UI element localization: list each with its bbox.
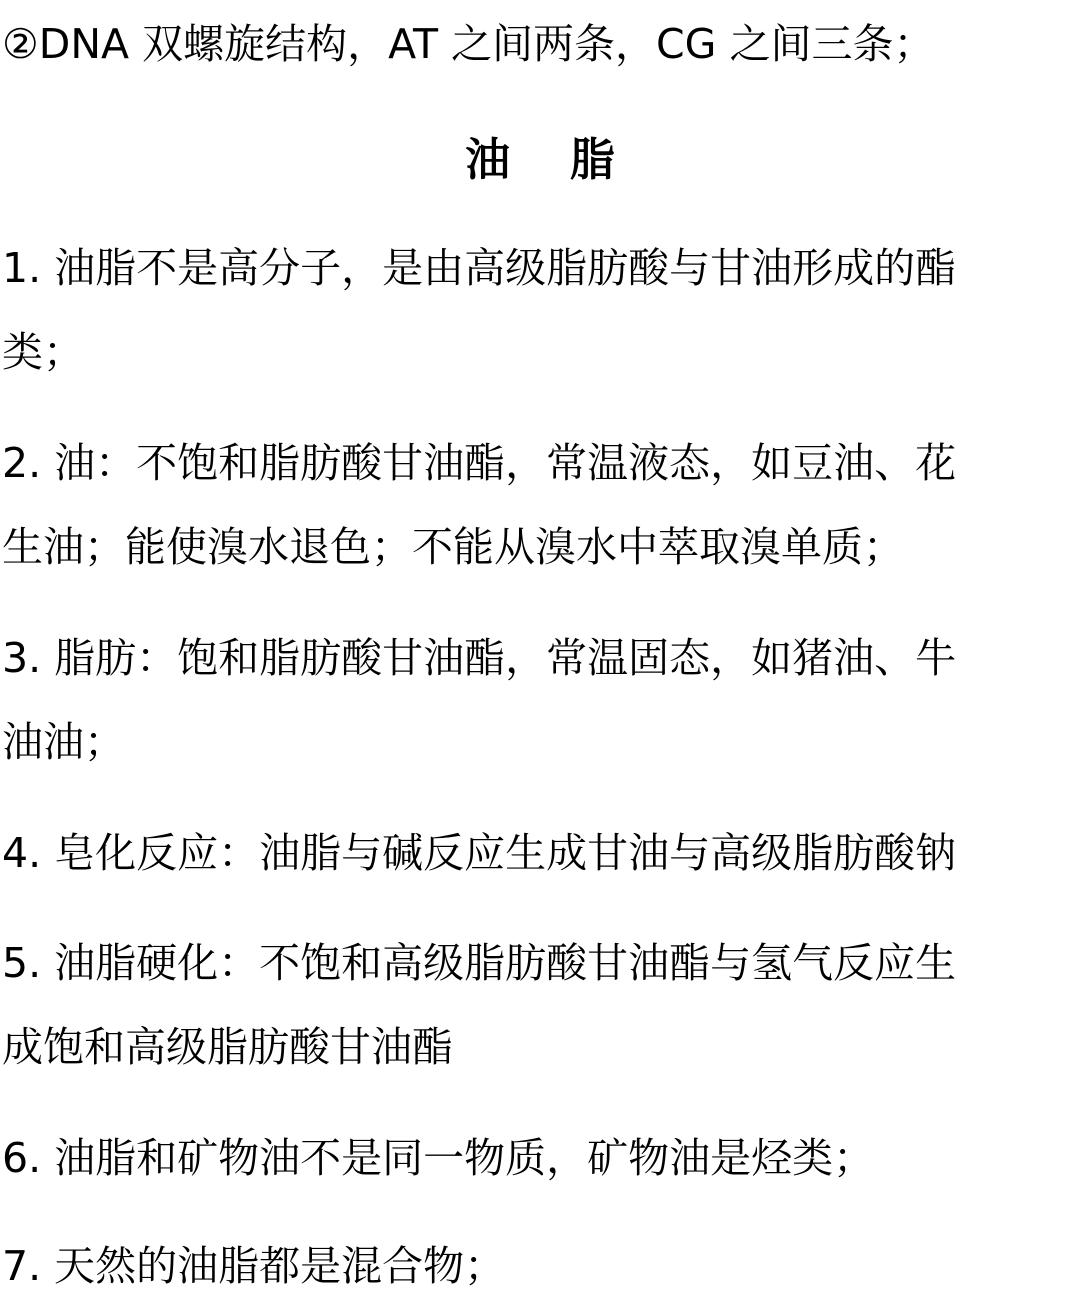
item-1-line-1: 1. 油脂不是高分子，是由高级脂肪酸与甘油形成的酯	[2, 244, 957, 292]
item-3-line-2: 油油；	[2, 718, 125, 766]
item-5-line-2: 成饱和高级脂肪酸甘油酯	[2, 1023, 453, 1071]
item-2-line-1: 2. 油：不饱和脂肪酸甘油酯，常温液态，如豆油、花	[2, 439, 957, 487]
item-1-line-2: 类；	[2, 328, 84, 376]
item-3-line-1: 3. 脂肪：饱和脂肪酸甘油酯，常温固态，如猪油、牛	[2, 634, 957, 682]
item-5-line-1: 5. 油脂硬化：不饱和高级脂肪酸甘油酯与氢气反应生	[2, 939, 957, 987]
item-6-line-1: 6. 油脂和矿物油不是同一物质，矿物油是烃类；	[2, 1134, 875, 1182]
section-title: 油 脂	[465, 133, 637, 186]
item-2-line-2: 生油；能使溴水退色；不能从溴水中萃取溴单质；	[2, 523, 904, 571]
item-7-line-1: 7. 天然的油脂都是混合物；	[2, 1242, 506, 1290]
item-4-line-1: 4. 皂化反应：油脂与碱反应生成甘油与高级脂肪酸钠	[2, 829, 957, 877]
intro-line: ②DNA 双螺旋结构，AT 之间两条，CG 之间三条；	[2, 20, 935, 68]
